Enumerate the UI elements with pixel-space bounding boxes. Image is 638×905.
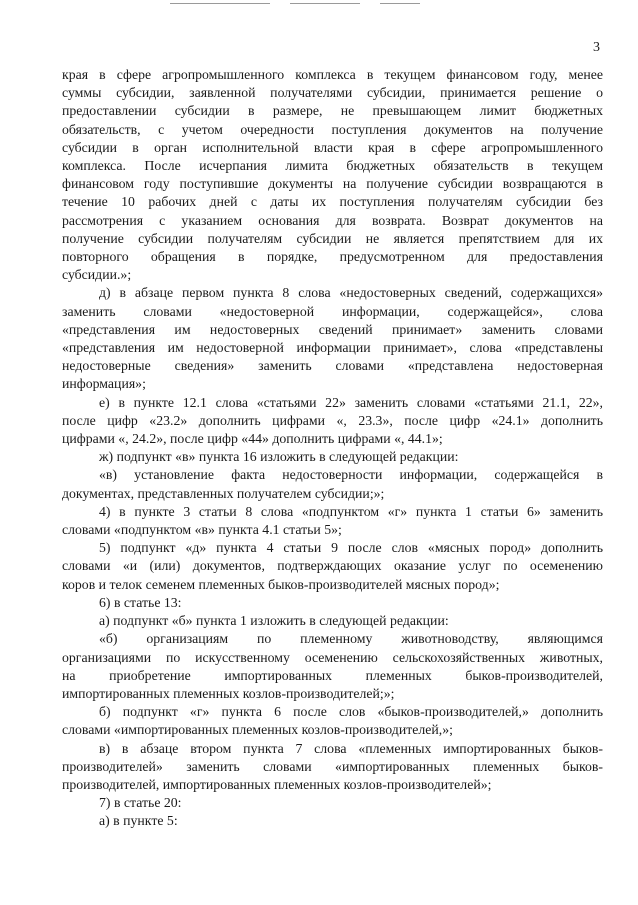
- scan-top-rule: [380, 3, 420, 4]
- text-line: края в сфере агропромышленного комплекса в текущем финансовом году, менее: [62, 67, 603, 82]
- text-line: словами «подпунктом «в» пункта 4.1 статьи 5»;: [62, 522, 342, 538]
- text-line: «представления им недостоверных сведений принимает» заменить словами: [62, 321, 603, 337]
- text-line: информация»;: [62, 376, 146, 392]
- text-line: получение субсидии получателям субсидии не является препятствием для их: [62, 230, 603, 246]
- text-line: б) подпункт «г» пункта 6 после слов «быков-производителей,» дополнить: [99, 704, 603, 720]
- text-line: 4) в пункте 3 статьи 8 слова «подпунктом «г» пункта 1 статьи 6» заменить: [99, 503, 603, 519]
- text-line: импортированных племенных козлов-производителей;»;: [62, 685, 395, 701]
- text-line: обязательств, с учетом очередности поступления документов на получение: [62, 121, 603, 137]
- text-line: после цифр «23.2» дополнить цифрами «, 23.3», после цифр «24.1» дополнить: [62, 412, 603, 428]
- text-line: производителей» заменить словами «импортированных племенных быков-: [62, 758, 603, 774]
- text-line: повторного обращения в порядке, предусмотренном для предоставления: [62, 249, 603, 265]
- text-line: течение 10 рабочих дней с даты их поступления получателям субсидии без: [62, 194, 603, 210]
- text-line: словами «и (или) документов, подтверждающих оказание услуг по осеменению: [62, 558, 603, 574]
- text-line: недостоверные сведения» заменить словами «представлена недостоверная: [62, 358, 603, 374]
- text-line: а) подпункт «б» пункта 1 изложить в следующей редакции:: [99, 613, 449, 629]
- text-line: организациями по искусственному осеменению сельскохозяйственных животных,: [62, 649, 603, 665]
- text-line: ж) подпункт «в» пункта 16 изложить в следующей редакции:: [99, 449, 459, 465]
- document-body: [62, 66, 603, 831]
- text-line: производителей, импортированных племенных козлов-производителей»;: [62, 776, 492, 792]
- text-line: «б) организациям по племенному животноводству, являющимся: [99, 631, 603, 647]
- text-line: на приобретение импортированных племенных быков-производителей,: [62, 667, 603, 683]
- text-line: суммы субсидии, заявленной получателями субсидии, принимается решение о: [62, 85, 603, 101]
- scan-top-rule: [170, 3, 270, 4]
- text-line: цифрами «, 24.2», после цифр «44» дополнить цифрами «, 44.1»;: [62, 431, 443, 447]
- text-line: рассмотрения с указанием основания для возврата. Возврат документов на: [62, 212, 603, 228]
- text-line: коров и телок семенем племенных быков-производителей мясных пород»;: [62, 576, 500, 592]
- text-line: 7) в статье 20:: [99, 795, 182, 811]
- text-line: «представления им недостоверной информации принимает», слова «представлены: [62, 340, 603, 356]
- text-line: «в) установление факта недостоверности информации, содержащейся в: [99, 467, 603, 483]
- text-line: а) в пункте 5:: [99, 813, 178, 829]
- text-line: 6) в статье 13:: [99, 594, 182, 610]
- text-line: комплекса. После исчерпания лимита бюджетных обязательств в текущем: [62, 158, 603, 174]
- text-line: финансовом году поступившие документы на получение субсидии возвращаются в: [62, 176, 603, 192]
- text-line: словами «импортированных племенных козлов-производителей,»;: [62, 722, 453, 738]
- text-line: предоставлении субсидии в размере, не превышающем лимит бюджетных: [62, 103, 603, 119]
- text-line: д) в абзаце первом пункта 8 слова «недостоверных сведений, содержащихся»: [99, 285, 603, 301]
- text-line: в) в абзаце втором пункта 7 слова «племенных импортированных быков-: [99, 740, 603, 756]
- text-line: субсидии.»;: [62, 267, 132, 283]
- text-line: е) в пункте 12.1 слова «статьями 22» заменить словами «статьями 21.1, 22»,: [99, 394, 603, 410]
- text-line: 5) подпункт «д» пункта 4 статьи 9 после слов «мясных пород» дополнить: [99, 540, 603, 556]
- scan-top-rule: [290, 3, 360, 4]
- text-line: заменить словами «недостоверной информации, содержащейся», слова: [62, 303, 603, 319]
- page-number: 3: [593, 40, 600, 55]
- text-line: документах, представленных получателем субсидии;»;: [62, 485, 385, 501]
- text-line: субсидии в орган исполнительной власти края в сфере агропромышленного: [62, 139, 603, 155]
